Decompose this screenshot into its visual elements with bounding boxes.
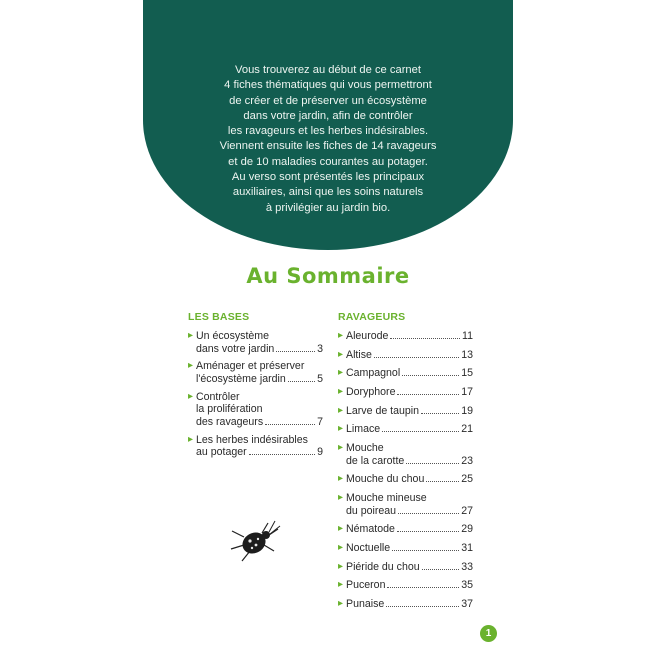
intro-line: dans votre jardin, afin de contrôler	[243, 109, 413, 122]
intro-line: à privilégier au jardin bio.	[265, 201, 391, 214]
toc-page-number: 13	[461, 348, 473, 361]
toc-entry[interactable]	[338, 405, 473, 418]
bullet-icon: ▸	[338, 423, 344, 435]
bullet-icon: ▸	[338, 542, 344, 554]
sommaire-page	[143, 0, 513, 656]
toc-entry[interactable]	[188, 360, 323, 385]
toc-entry[interactable]	[338, 367, 473, 380]
toc-entry-label: Piéride du chou	[346, 560, 420, 573]
bullet-icon: ▸	[338, 560, 344, 572]
toc-entry[interactable]	[338, 473, 473, 486]
bullet-icon: ▸	[338, 492, 344, 504]
bullet-icon: ▸	[338, 330, 344, 341]
toc-entry-label: l'écosystème jardin	[196, 372, 286, 385]
section-heading: RAVAGEURS	[338, 311, 406, 323]
leader-dots	[382, 431, 459, 432]
beetle-icon	[228, 515, 284, 565]
toc-entry-label: Limace	[346, 423, 381, 436]
intro-line: auxiliaires, ainsi que les soins naturels	[232, 186, 424, 199]
toc-page-number: 21	[461, 423, 473, 436]
leader-dots	[422, 569, 460, 570]
toc-entry-label: Un écosystème	[196, 330, 270, 342]
toc-entry[interactable]	[338, 598, 473, 611]
toc-page-number: 11	[462, 330, 473, 342]
toc-entry[interactable]	[338, 492, 473, 517]
leader-dots	[397, 394, 459, 395]
bullet-icon: ▸	[188, 360, 194, 372]
toc-entry-label: de la carotte	[346, 454, 405, 467]
leader-dots	[288, 381, 315, 382]
toc-page-number: 37	[461, 598, 473, 611]
bullet-icon: ▸	[188, 433, 194, 445]
bullet-icon: ▸	[338, 473, 344, 485]
leader-dots	[397, 531, 459, 532]
bullet-icon: ▸	[188, 330, 194, 341]
bullet-icon: ▸	[338, 523, 344, 535]
toc-entry-label: la prolifération	[196, 403, 263, 416]
toc-entry-label: Mouche mineuse	[346, 492, 427, 505]
toc-entry-label: Larve de taupin	[346, 404, 420, 417]
toc-entry[interactable]	[338, 561, 473, 574]
toc-page-number: 19	[461, 404, 473, 417]
toc-page-number: 17	[461, 386, 473, 399]
toc-entry-label: Contrôler	[196, 390, 240, 403]
toc-entry-label: Les herbes indésirables	[196, 433, 308, 446]
leader-dots	[392, 550, 459, 551]
leader-dots	[387, 587, 459, 588]
toc-page-number: 35	[461, 579, 473, 592]
intro-line: les ravageurs et les herbes indésirables.	[227, 125, 429, 138]
toc-entry[interactable]	[338, 423, 473, 436]
toc-entry[interactable]	[338, 349, 473, 362]
leader-dots	[426, 481, 459, 482]
toc-entry-label: Aleurode	[346, 330, 389, 342]
bullet-icon: ▸	[338, 348, 344, 360]
toc-entry-label: du poireau	[346, 504, 397, 517]
bullet-icon: ▸	[338, 442, 344, 454]
toc-page-number: 5	[317, 372, 323, 385]
section-ravageurs	[338, 311, 473, 617]
bullet-icon: ▸	[338, 386, 344, 398]
toc-page-number: 3	[317, 342, 323, 355]
leader-dots	[390, 338, 460, 339]
toc-entry[interactable]	[188, 434, 323, 459]
leader-dots	[374, 357, 459, 358]
toc-entry-label: Noctuelle	[346, 542, 391, 555]
intro-line: 4 fiches thématiques qui vous permettront	[224, 79, 432, 92]
leader-dots	[398, 513, 459, 514]
toc-entry[interactable]	[338, 542, 473, 555]
toc-entry-label: Doryphore	[346, 386, 396, 399]
toc-entry-label: Campagnol	[346, 367, 401, 380]
toc-page-number: 29	[461, 523, 473, 536]
toc-entry-label: Puceron	[346, 579, 386, 592]
bullet-icon: ▸	[338, 404, 344, 416]
leader-dots	[406, 463, 459, 464]
leader-dots	[276, 351, 315, 352]
toc-entry-label: Mouche	[346, 442, 384, 455]
intro-line: Viennent ensuite les fiches de 14 ravageurs	[219, 140, 437, 153]
toc-page-number: 33	[461, 560, 473, 573]
toc-entry[interactable]	[338, 442, 473, 467]
toc-entry[interactable]	[338, 579, 473, 592]
toc-entry-label: dans votre jardin	[196, 342, 275, 355]
toc-page-number: 23	[461, 454, 473, 467]
toc-entry[interactable]	[338, 386, 473, 399]
toc-entry[interactable]	[338, 330, 473, 343]
bullet-icon: ▸	[338, 367, 344, 379]
toc-page-number: 31	[461, 542, 473, 555]
leader-dots	[249, 454, 315, 455]
toc-entry-label: Aménager et préserver	[196, 360, 305, 373]
page-title: Au Sommaire	[246, 264, 410, 288]
toc-entry-label: Nématode	[346, 523, 395, 536]
intro-line: de créer et de préserver un écosystème	[229, 94, 427, 107]
bullet-icon: ▸	[338, 598, 344, 610]
toc-page-number: 27	[461, 504, 473, 517]
toc-entry-label: Mouche du chou	[346, 473, 425, 486]
leader-dots	[421, 413, 459, 414]
bullet-icon: ▸	[338, 579, 344, 591]
toc-entry-label: au potager	[196, 446, 247, 459]
toc-page-number: 15	[461, 367, 473, 380]
toc-entry-label: des ravageurs	[196, 415, 264, 428]
toc-page-number: 7	[317, 415, 323, 428]
section-heading: LES BASES	[188, 311, 250, 323]
toc-entry[interactable]	[188, 330, 323, 355]
toc-page-number: 25	[461, 473, 473, 486]
toc-page-number: 9	[317, 446, 323, 459]
section-les-bases	[188, 311, 323, 464]
intro-text	[173, 63, 483, 216]
intro-line: Vous trouverez au début de ce carnet	[235, 64, 421, 76]
page-number-badge: 1	[480, 625, 497, 642]
bullet-icon: ▸	[188, 390, 194, 402]
leader-dots	[265, 424, 315, 425]
intro-line: Au verso sont présentés les principaux	[231, 171, 425, 184]
toc-entry-label: Punaise	[346, 598, 385, 611]
toc-entry[interactable]	[188, 391, 323, 429]
toc-entry[interactable]	[338, 523, 473, 536]
leader-dots	[402, 375, 459, 376]
intro-line: et de 10 maladies courantes au potager.	[228, 155, 428, 168]
leader-dots	[386, 606, 459, 607]
toc-entry-label: Altise	[346, 348, 372, 361]
